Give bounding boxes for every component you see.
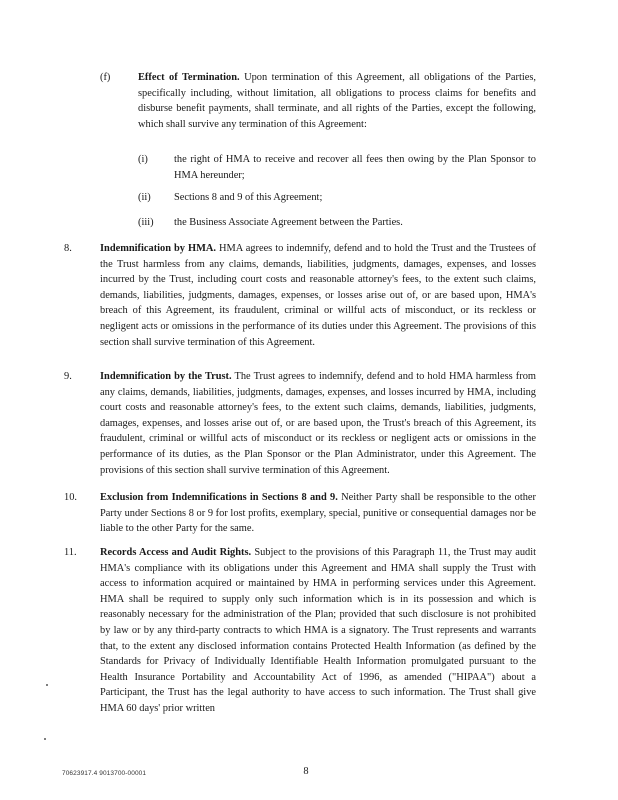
section-9-paragraph [100, 369, 536, 478]
section-8-marker: 8. [64, 243, 72, 254]
section-10-body: Neither Party shall be responsible to the other Party under Sections 8 or 9 for lost profits, exemplary, special, punitive or consequential damages nor be liable to the other Party for the same. [100, 492, 536, 535]
page-number: 8 [303, 766, 309, 777]
section-10-marker: 10. [64, 492, 77, 503]
section-8-paragraph [100, 241, 536, 350]
item-i-marker: (i) [138, 154, 148, 165]
section-9-heading: Indemnification by the Trust. [100, 371, 232, 382]
scan-speck [44, 738, 46, 740]
item-iii-marker: (iii) [138, 217, 154, 228]
section-11-marker: 11. [64, 547, 77, 558]
section-11-body: Subject to the provisions of this Paragraph 11, the Trust may audit HMA's compliance with its obligations under this Agreement and HMA shall supply the Trust with access to information acquired or maintained by HMA in performing services under this Agreement. HMA shall be required to supply only such information which is in its possession and which is reasonably necessary for the administration of the Plan; provided that such disclosure is not prohibited by law or by any third-party contracts to which HMA is a signatory. The Trust represents and warrants that, to the extent any disclosed information contains Protected Health Information (as defined by the Standards for Privacy of Individually Identifiable Health Information promulgated pursuant to the Health Insurance Portability and Accountability Act of 1996, as amended ("HIPAA") about a Participant, the Trust has the legal authority to have access to such information. The Trust shall give HMA 60 days' prior written [100, 547, 536, 714]
section-8-heading: Indemnification by HMA. [100, 243, 216, 254]
item-ii-text: Sections 8 and 9 of this Agreement; [174, 192, 323, 203]
item-ii-marker: (ii) [138, 192, 151, 203]
section-8-body: HMA agrees to indemnify, defend and to hold the Trust and the Trustees of the Trust harmless from any claims, demands, liabilities, judgments, damages, expenses, and losses incurred by the Trust, including court costs and reasonable attorney's fees, to the extent such claims, demands, liabilities, judgments, damages, expenses, or losses arise out of, or are based upon, HMA's breach of this Agreement, its fraudulent, criminal or willful acts of misconduct, or its reckless or negligent acts or omissions in the performance of its duties under this Agreement. The provisions of this section shall survive termination of this Agreement. [100, 243, 536, 348]
section-10-paragraph [100, 490, 536, 537]
section-9-marker: 9. [64, 371, 72, 382]
section-f-body: Upon termination of this Agreement, all obligations of the Parties, specifically including, without limitation, all obligations to process claims for benefits and disburse benefit payments, shall terminate, and all rights of the Parties, except the following, which shall survive any termination of this Agreement: [138, 72, 536, 130]
section-9-body: The Trust agrees to indemnify, defend and to hold HMA harmless from any claims, demands, liabilities, judgments, damages, expenses, and losses incurred by HMA, including court costs and reasonable attorney's fees, to the extent such claims, demands, liabilities, judgments, damages, expenses, and losses arise out of, or are based upon, the Trust's breach of this Agreement, its fraudulent, criminal or willful acts of misconduct or its reckless or negligent acts or omissions in the performance of its duties, as the Plan Sponsor or the Plan Administrator, under this Agreement. The provisions of this section shall survive termination of this Agreement. [100, 371, 536, 476]
section-11-paragraph [100, 545, 536, 717]
item-iii-text: the Business Associate Agreement between the Parties. [174, 217, 403, 228]
scan-speck [46, 684, 48, 686]
section-f-marker: (f) [100, 72, 111, 83]
section-10-heading: Exclusion from Indemnifications in Sections 8 and 9. [100, 492, 338, 503]
section-f-paragraph [138, 70, 536, 132]
section-f-heading: Effect of Termination. [138, 72, 240, 83]
item-i-text: the right of HMA to receive and recover all fees then owing by the Plan Sponsor to HMA hereunder; [174, 154, 536, 181]
footer-document-id: 70623917.4 9013700-00001 [62, 770, 147, 777]
section-11-heading: Records Access and Audit Rights. [100, 547, 252, 558]
